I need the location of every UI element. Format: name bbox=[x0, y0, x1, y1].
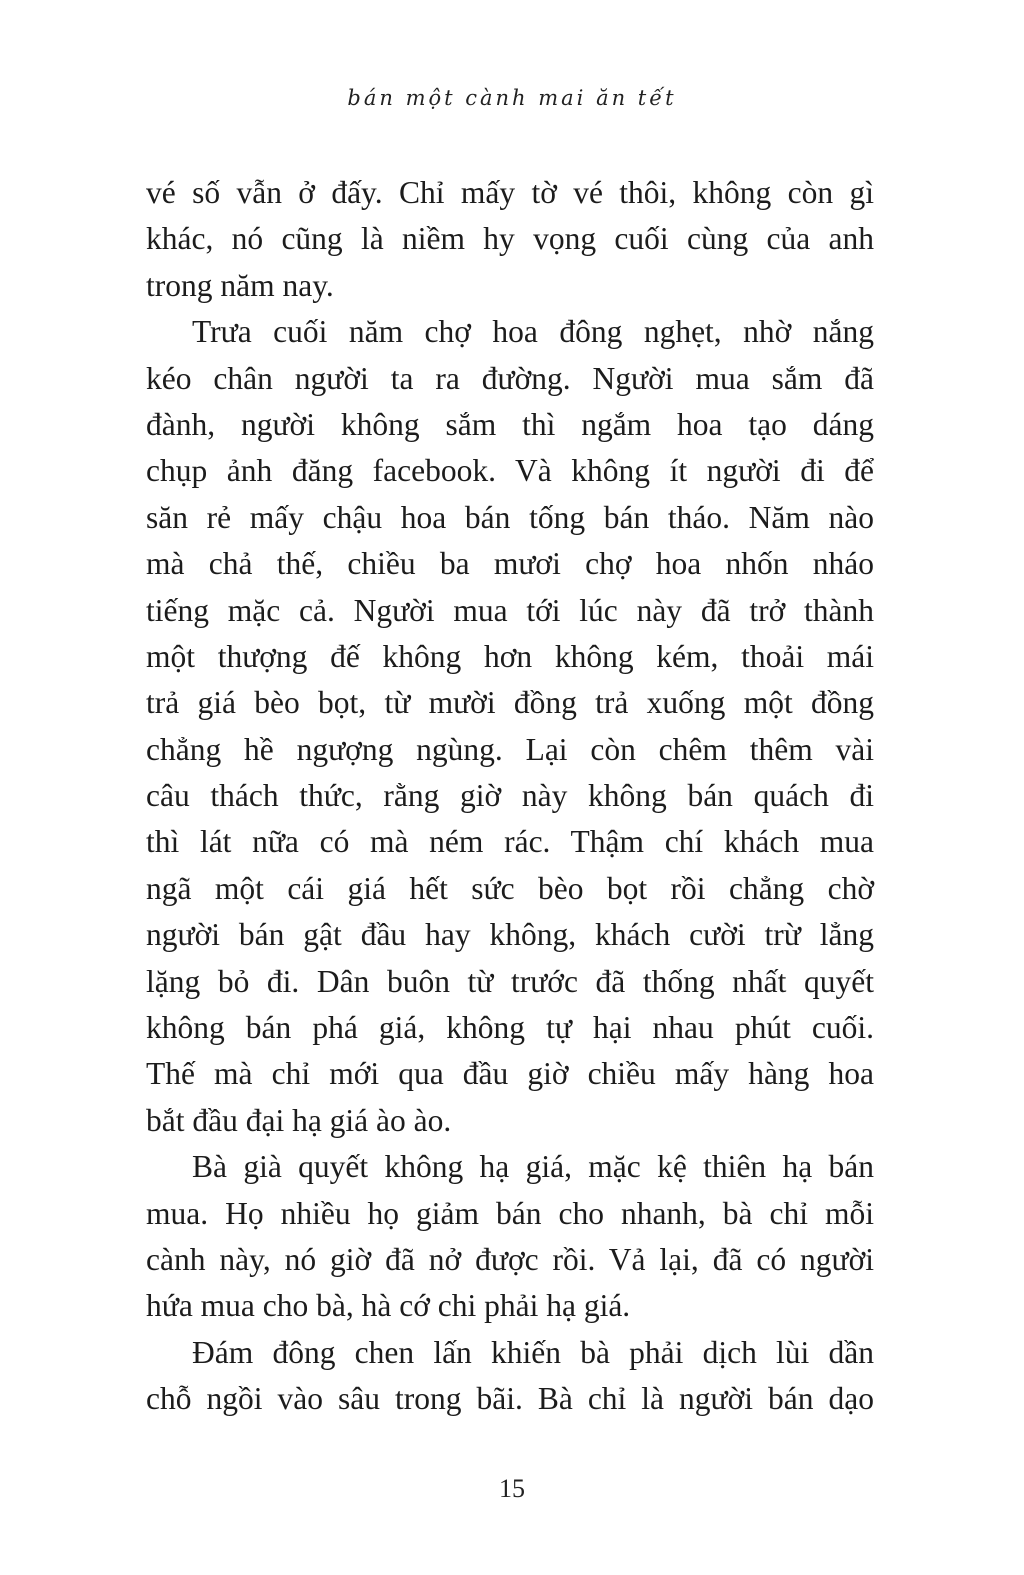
text-line: lặng bỏ đi. Dân buôn từ trước đã thống nhất quyết bbox=[146, 963, 874, 999]
paragraph bbox=[146, 1330, 874, 1423]
text-line: chỗ ngồi vào sâu trong bãi. Bà chỉ là người bán dạo bbox=[146, 1381, 874, 1417]
text-line: không bán phá giá, không tự hại nhau phút cuối. bbox=[146, 1010, 874, 1046]
paragraph bbox=[146, 170, 874, 309]
paragraph bbox=[146, 1144, 874, 1330]
text-line: bắt đầu đại hạ giá ào ào. bbox=[146, 1102, 452, 1138]
text-line: kéo chân người ta ra đường. Người mua sắm đã bbox=[146, 360, 874, 396]
text-line: Bà già quyết không hạ giá, mặc kệ thiên hạ bán bbox=[192, 1149, 874, 1185]
text-line: mà chả thế, chiều ba mươi chợ hoa nhốn nháo bbox=[146, 546, 874, 582]
text-line: trong năm nay. bbox=[146, 267, 334, 303]
text-line: đành, người không sắm thì ngắm hoa tạo dáng bbox=[146, 406, 874, 442]
text-line: Trưa cuối năm chợ hoa đông nghẹt, nhờ nắng bbox=[192, 314, 874, 350]
text-line: chụp ảnh đăng facebook. Và không ít người đi để bbox=[146, 453, 874, 489]
text-line: Đám đông chen lấn khiến bà phải dịch lùi dần bbox=[192, 1334, 874, 1370]
text-line: tiếng mặc cả. Người mua tới lúc này đã trở thành bbox=[146, 592, 874, 628]
text-line: người bán gật đầu hay không, khách cười trừ lẳng bbox=[146, 917, 874, 953]
text-line: một thượng đế không hơn không kém, thoải mái bbox=[146, 638, 874, 674]
running-head: bán một cành mai ăn tết bbox=[347, 86, 677, 110]
text-line: cành này, nó giờ đã nở được rồi. Vả lại, đã có người bbox=[146, 1241, 874, 1277]
text-line: câu thách thức, rằng giờ này không bán quách đi bbox=[146, 778, 874, 814]
text-line: khác, nó cũng là niềm hy vọng cuối cùng của anh bbox=[146, 221, 874, 257]
paragraph bbox=[146, 309, 874, 1144]
text-line: mua. Họ nhiều họ giảm bán cho nhanh, bà chỉ mỗi bbox=[146, 1195, 874, 1231]
text-line: chẳng hề ngượng ngùng. Lại còn chêm thêm vài bbox=[146, 731, 874, 767]
text-line: vé số vẫn ở đấy. Chỉ mấy tờ vé thôi, không còn gì bbox=[146, 175, 874, 210]
text-line: ngã một cái giá hết sức bèo bọt rồi chẳng chờ bbox=[146, 870, 874, 906]
page-number: 15 bbox=[499, 1474, 525, 1503]
text-line: Thế mà chỉ mới qua đầu giờ chiều mấy hàng hoa bbox=[146, 1056, 874, 1092]
text-line: săn rẻ mấy chậu hoa bán tống bán tháo. Năm nào bbox=[146, 499, 874, 535]
body-text bbox=[146, 170, 874, 1423]
text-line: trả giá bèo bọt, từ mười đồng trả xuống một đồng bbox=[146, 685, 874, 721]
text-line: thì lát nữa có mà ném rác. Thậm chí khách mua bbox=[146, 824, 874, 860]
text-line: hứa mua cho bà, hà cớ chi phải hạ giá. bbox=[146, 1288, 631, 1324]
